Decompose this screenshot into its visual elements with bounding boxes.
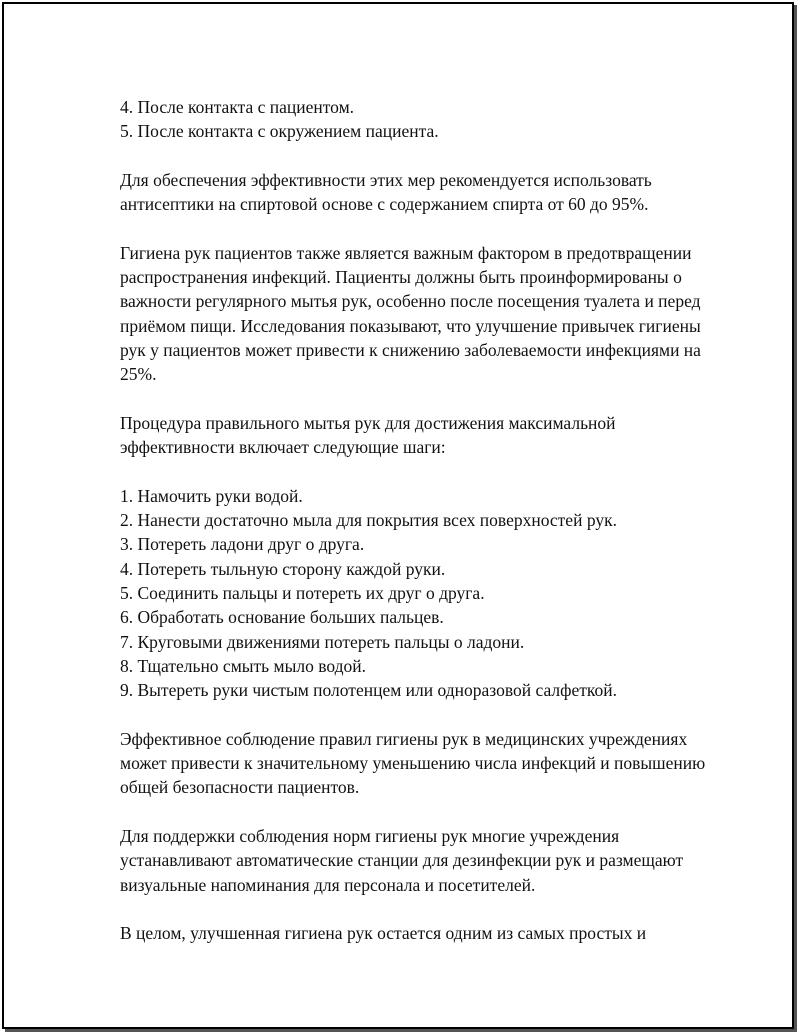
list-item: 5. Соединить пальцы и потереть их друг о друга.: [120, 582, 485, 603]
list-item: 5. После контакта с окружением пациента.: [120, 121, 439, 142]
paragraph-antiseptic: Для обеспечения эффективности этих мер рекомендуется использовать антисептики на спиртовой основе с содержанием спирта от 60 до 95%.: [120, 169, 652, 215]
paragraph-support-measures: Для поддержки соблюдения норм гигиены рук многие учреждения устанавливают автоматические станции для дезинфекции рук и размещают визуальные напоминания для персонала и посетителей.: [120, 825, 684, 895]
list-item: 2. Нанести достаточно мыла для покрытия всех поверхностей рук.: [120, 510, 617, 531]
list-item: 7. Круговыми движениями потереть пальцы о ладони.: [120, 631, 525, 652]
document-page: [2, 2, 794, 1029]
list-item: 9. Вытереть руки чистым полотенцем или одноразовой салфеткой.: [120, 680, 617, 701]
list-item: 4. Потереть тыльную сторону каждой руки.: [120, 558, 446, 579]
paragraph-patient-hygiene: Гигиена рук пациентов также является важным фактором в предотвращении распространения инфекций. Пациенты должны быть проинформированы о важности регулярного мытья рук, особенно после посещения туалета и перед приёмом пищи. Исследования показывают, что улучшение привычек гигиены рук у пациентов может привести к снижению заболеваемости инфекциями на 25%.: [120, 242, 701, 385]
list-item: 1. Намочить руки водой.: [120, 485, 303, 506]
list-item: 4. После контакта с пациентом.: [120, 97, 355, 117]
list-item: 3. Потереть ладони друг о друга.: [120, 534, 365, 555]
hand-hygiene-moments-list: [120, 95, 710, 144]
paragraph-effectiveness: Эффективное соблюдение правил гигиены рук в медицинских учреждениях может привести к значительному уменьшению числа инфекций и повышению общей безопасности пациентов.: [120, 728, 706, 798]
paragraph-conclusion: В целом, улучшенная гигиена рук остается одним из самых простых и: [120, 923, 647, 944]
paragraph-procedure-intro: Процедура правильного мытья рук для достижения максимальной эффективности включает следующие шаги:: [120, 412, 616, 458]
handwashing-steps-list: [120, 484, 710, 703]
document-body: [120, 95, 710, 945]
list-item: 6. Обработать основание больших пальцев.: [120, 607, 444, 628]
list-item: 8. Тщательно смыть мыло водой.: [120, 655, 367, 676]
